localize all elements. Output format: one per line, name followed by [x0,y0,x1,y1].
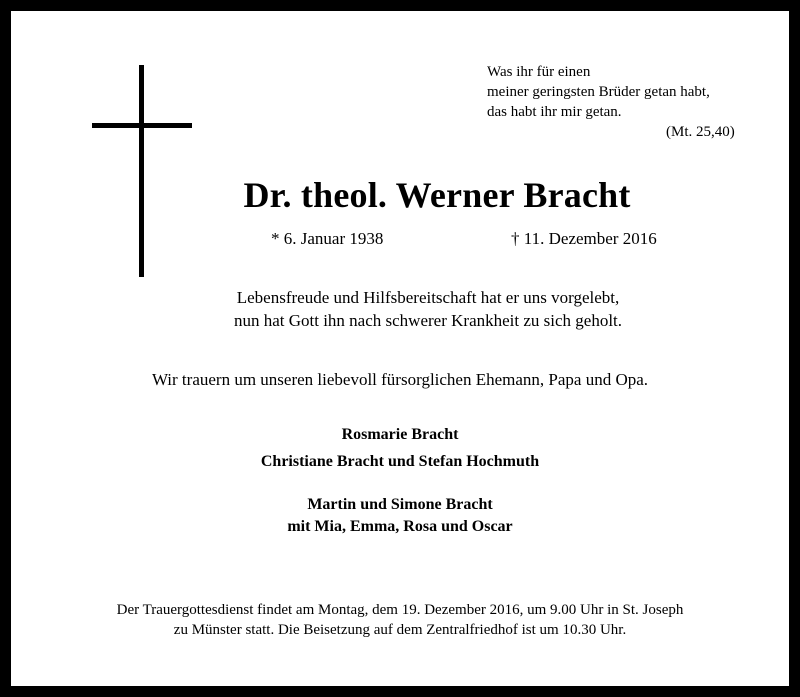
service-line: zu Münster statt. Die Beisetzung auf dem Zentralfriedhof ist um 10.30 Uhr. [173,622,627,638]
mourning-line: Wir trauern um unseren liebevoll fürsorglichen Ehemann, Papa und Opa. [151,370,649,389]
quote-line: Was ihr für einen [487,64,591,80]
signatory-line: mit Mia, Emma, Rosa und Oscar [287,518,513,535]
birth-date: * 6. Januar 1938 [271,229,384,248]
tribute-line: nun hat Gott ihn nach schwerer Krankheit zu sich geholt. [233,311,623,330]
death-date: † 11. Dezember 2016 [511,229,657,248]
quote-line: meiner geringsten Brüder getan habt, [487,84,710,100]
signatory-1: Rosmarie Bracht [341,426,459,443]
deceased-name: Dr. theol. Werner Bracht [243,175,631,215]
quote-reference: (Mt. 25,40) [666,124,735,140]
tribute-line: Lebensfreude und Hilfsbereitschaft hat er uns vorgelebt, [236,288,620,307]
signatory-2: Christiane Bracht und Stefan Hochmuth [260,453,540,470]
bible-quote [487,62,710,122]
quote-line: das habt ihr mir getan. [487,104,622,120]
funeral-service-info [0,600,800,640]
tribute-text [28,286,800,332]
signatory-line: Martin und Simone Bracht [307,496,493,513]
service-line: Der Trauergottesdienst findet am Montag, dem 19. Dezember 2016, um 9.00 Uhr in St. Joseph [116,602,684,618]
signatory-3 [0,494,800,538]
cross-horizontal-bar [92,123,192,128]
cross-vertical-bar [139,65,144,277]
